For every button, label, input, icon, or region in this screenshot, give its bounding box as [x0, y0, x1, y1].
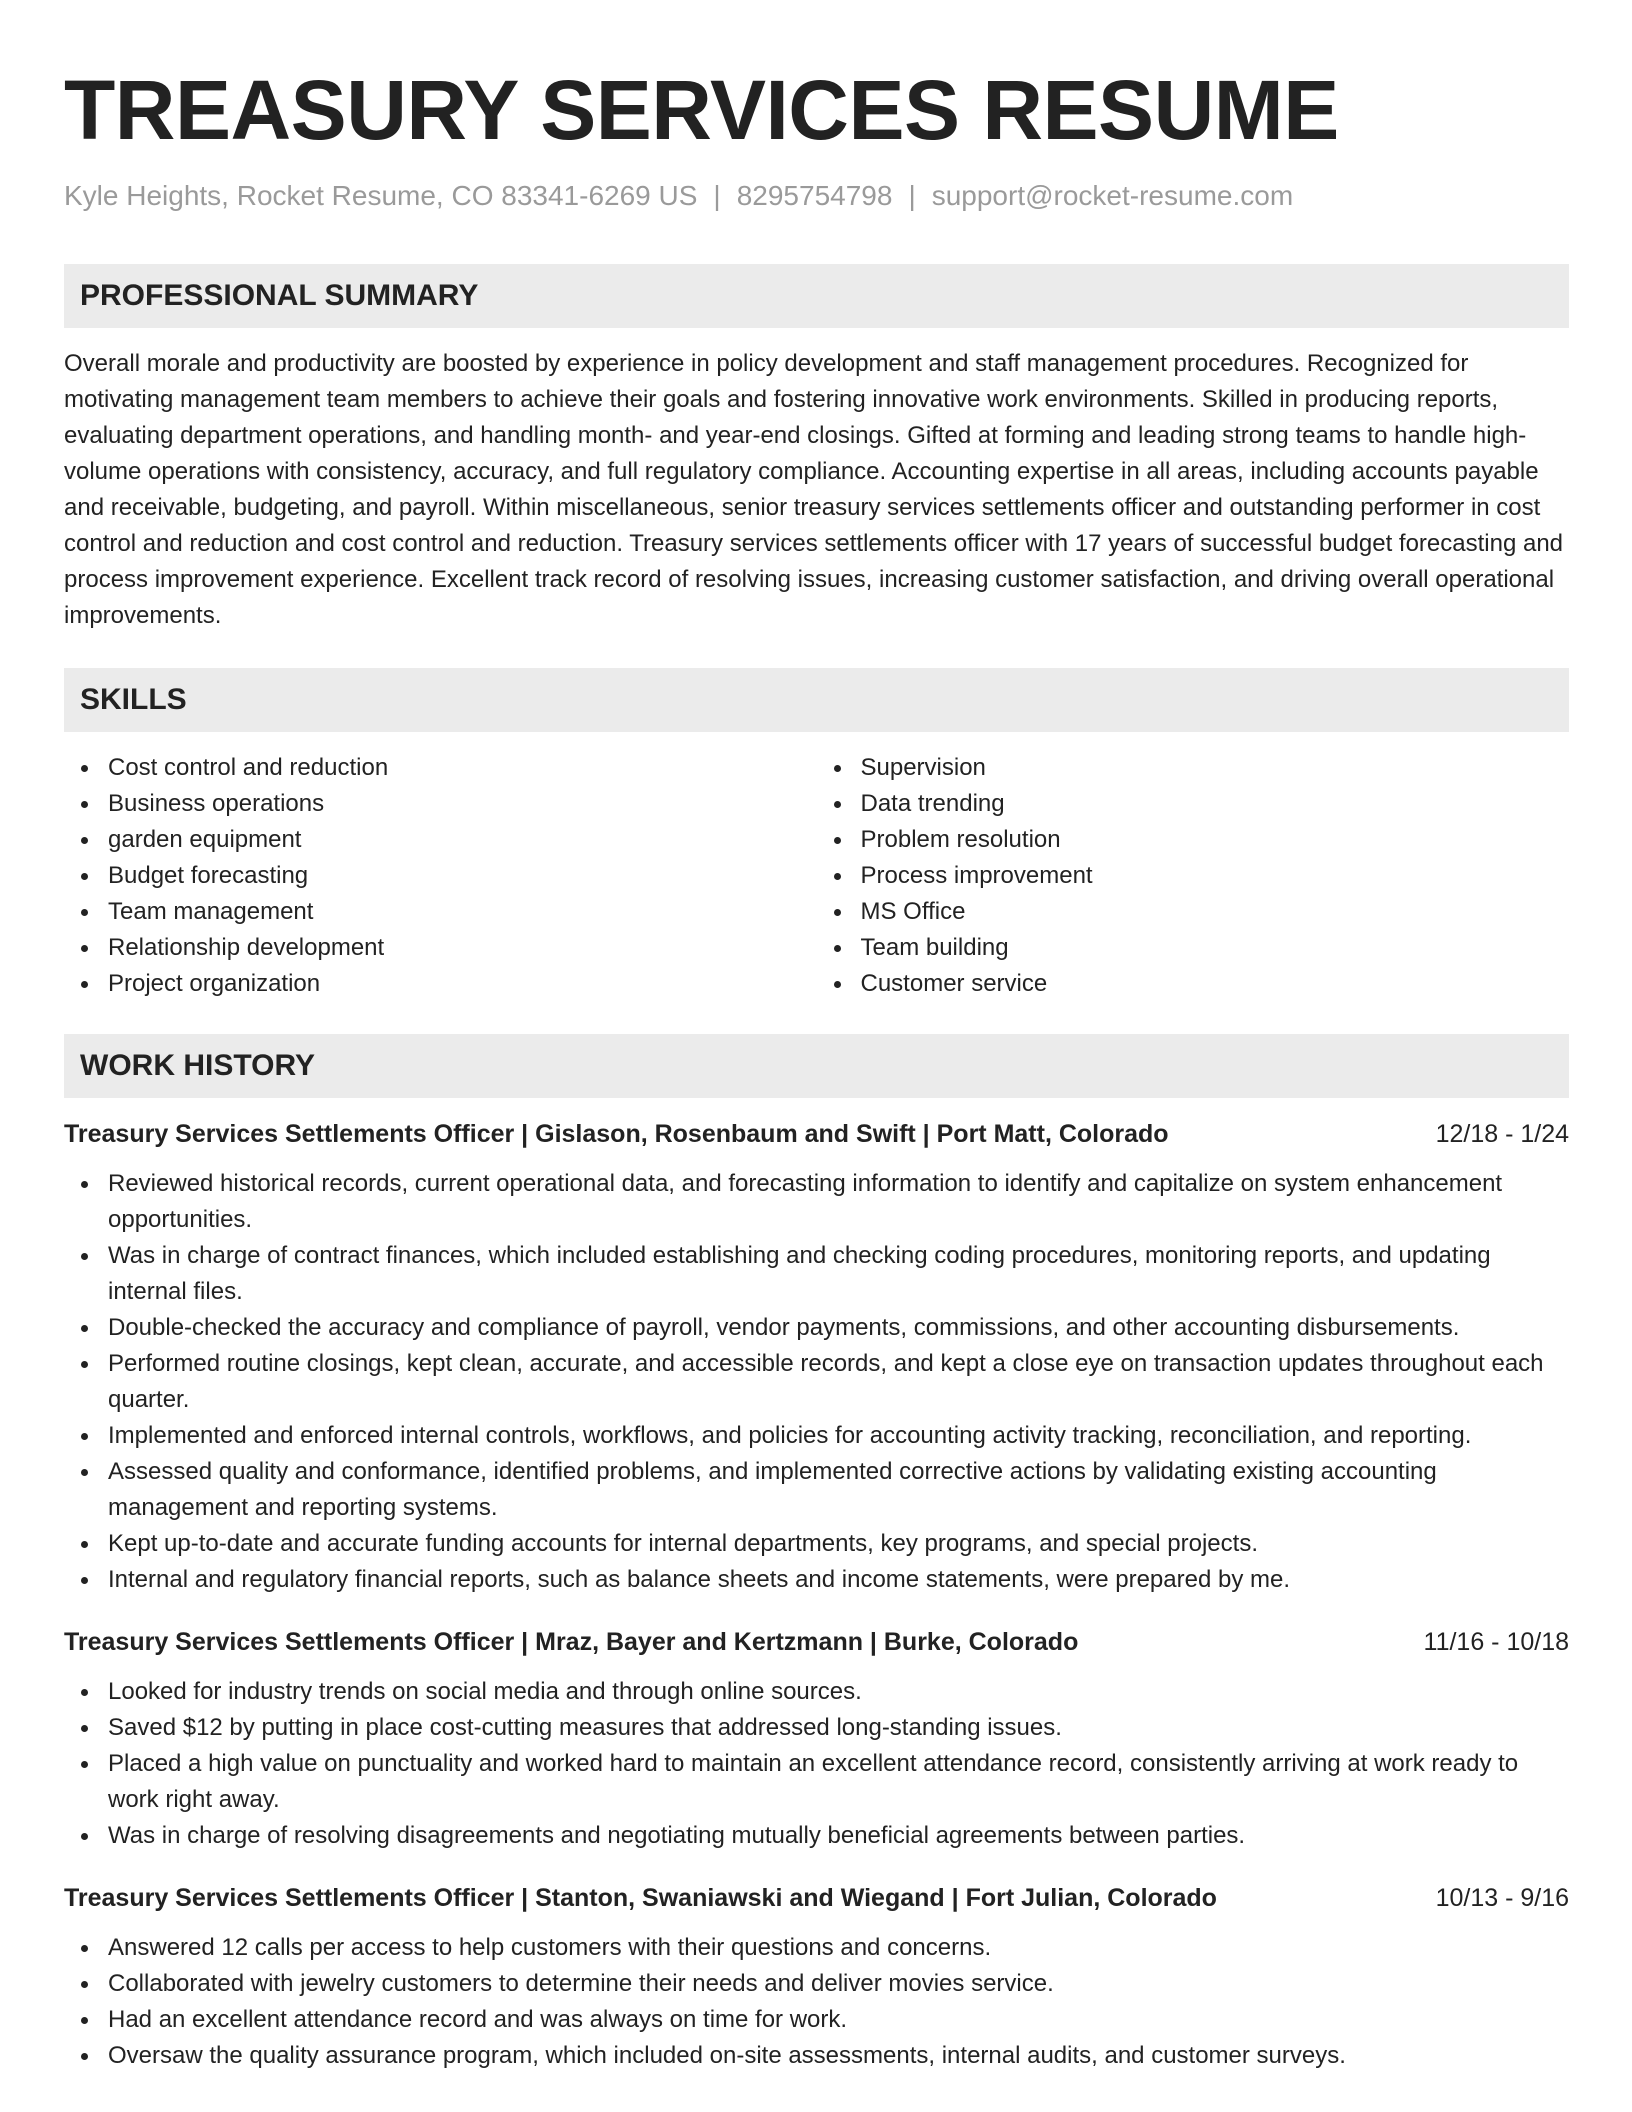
contact-email: support@rocket-resume.com — [931, 180, 1294, 211]
job-bullet: Had an excellent attendance record and was always on time for work. — [64, 2002, 1569, 2038]
job-bullet: Implemented and enforced internal controls, workflows, and policies for accounting activity tracking, reconciliation, and reporting. — [64, 1418, 1569, 1454]
skill-item: Team management — [64, 894, 817, 930]
job-title: Treasury Services Settlements Officer | Gislason, Rosenbaum and Swift | Port Matt, Colorado — [64, 1120, 1169, 1148]
skill-item: Problem resolution — [817, 822, 1570, 858]
job-title: Treasury Services Settlements Officer | Stanton, Swaniawski and Wiegand | Fort Julian, Colorado — [64, 1884, 1217, 1912]
job-bullet: Kept up-to-date and accurate funding accounts for internal departments, key programs, and special projects. — [64, 1526, 1569, 1562]
skill-item: MS Office — [817, 894, 1570, 930]
job-bullet: Collaborated with jewelry customers to determine their needs and deliver movies service. — [64, 1966, 1569, 2002]
job-bullets — [64, 1674, 1569, 1854]
skill-item: Cost control and reduction — [64, 750, 817, 786]
job-bullet: Was in charge of contract finances, which included establishing and checking coding procedures, monitoring reports, and updating internal files. — [64, 1238, 1569, 1310]
skill-item: Business operations — [64, 786, 817, 822]
job-bullets — [64, 1166, 1569, 1598]
job-bullet: Assessed quality and conformance, identified problems, and implemented corrective actions by validating existing accounting management and reporting systems. — [64, 1454, 1569, 1526]
contact-address: Kyle Heights, Rocket Resume, CO 83341-6269 US — [64, 180, 698, 211]
skill-item: Project organization — [64, 966, 817, 1002]
contact-line — [64, 178, 1569, 214]
skill-item: Customer service — [817, 966, 1570, 1002]
job-entry — [64, 1116, 1569, 1598]
job-bullet: Answered 12 calls per access to help customers with their questions and concerns. — [64, 1930, 1569, 1966]
skill-item: Data trending — [817, 786, 1570, 822]
job-bullet: Double-checked the accuracy and compliance of payroll, vendor payments, commissions, and other accounting disbursements. — [64, 1310, 1569, 1346]
job-bullet: Oversaw the quality assurance program, which included on-site assessments, internal audits, and customer surveys. — [64, 2038, 1569, 2074]
skills-heading: SKILLS — [64, 668, 1569, 732]
contact-phone: 8295754798 — [736, 180, 893, 211]
job-bullet: Was in charge of resolving disagreements and negotiating mutually beneficial agreements between parties. — [64, 1818, 1569, 1854]
summary-heading: PROFESSIONAL SUMMARY — [64, 264, 1569, 328]
skill-item: Process improvement — [817, 858, 1570, 894]
job-bullets — [64, 1930, 1569, 2074]
job-bullet: Placed a high value on punctuality and worked hard to maintain an excellent attendance record, consistently arriving at work ready to work right away. — [64, 1746, 1569, 1818]
contact-separator: | — [908, 180, 916, 211]
skill-item: Supervision — [817, 750, 1570, 786]
job-bullet: Looked for industry trends on social media and through online sources. — [64, 1674, 1569, 1710]
skills-column-right — [817, 750, 1570, 1002]
job-bullet: Performed routine closings, kept clean, accurate, and accessible records, and kept a close eye on transaction updates throughout each quarter. — [64, 1346, 1569, 1418]
job-header — [64, 1624, 1569, 1660]
job-bullet: Reviewed historical records, current operational data, and forecasting information to identify and capitalize on system enhancement opportunities. — [64, 1166, 1569, 1238]
job-bullet: Internal and regulatory financial reports, such as balance sheets and income statements, were prepared by me. — [64, 1562, 1569, 1598]
skills-list — [64, 750, 1569, 1002]
work-history-heading: WORK HISTORY — [64, 1034, 1569, 1098]
job-dates: 10/13 - 9/16 — [1435, 1884, 1569, 1912]
job-entry — [64, 1624, 1569, 1854]
skill-item: Budget forecasting — [64, 858, 817, 894]
contact-separator: | — [713, 180, 721, 211]
skill-item: garden equipment — [64, 822, 817, 858]
skill-item: Team building — [817, 930, 1570, 966]
job-header — [64, 1880, 1569, 1916]
job-title: Treasury Services Settlements Officer | Mraz, Bayer and Kertzmann | Burke, Colorado — [64, 1628, 1079, 1656]
job-dates: 12/18 - 1/24 — [1435, 1120, 1569, 1148]
skill-item: Relationship development — [64, 930, 817, 966]
job-bullet: Saved $12 by putting in place cost-cutting measures that addressed long-standing issues. — [64, 1710, 1569, 1746]
skills-column-left — [64, 750, 817, 1002]
summary-text: Overall morale and productivity are boosted by experience in policy development and staff management procedures. Recognized for motivating management team members to achieve their goals and fostering innovative work environments. Skilled in producing reports, evaluating department operations, and handling month- and year-end closings. Gifted at forming and leading strong teams to handle high-volume operations with consistency, accuracy, and full regulatory compliance. Accounting expertise in all areas, including accounts payable and receivable, budgeting, and payroll. Within miscellaneous, senior treasury services settlements officer and outstanding performer in cost control and reduction and cost control and reduction. Treasury services settlements officer with 17 years of successful budget forecasting and process improvement experience. Excellent track record of resolving issues, increasing customer satisfaction, and driving overall operational improvements. — [64, 350, 1564, 629]
job-dates: 11/16 - 10/18 — [1423, 1628, 1569, 1656]
resume-title: TREASURY SERVICES RESUME — [64, 63, 1339, 157]
job-header — [64, 1116, 1569, 1152]
job-entry — [64, 1880, 1569, 2074]
